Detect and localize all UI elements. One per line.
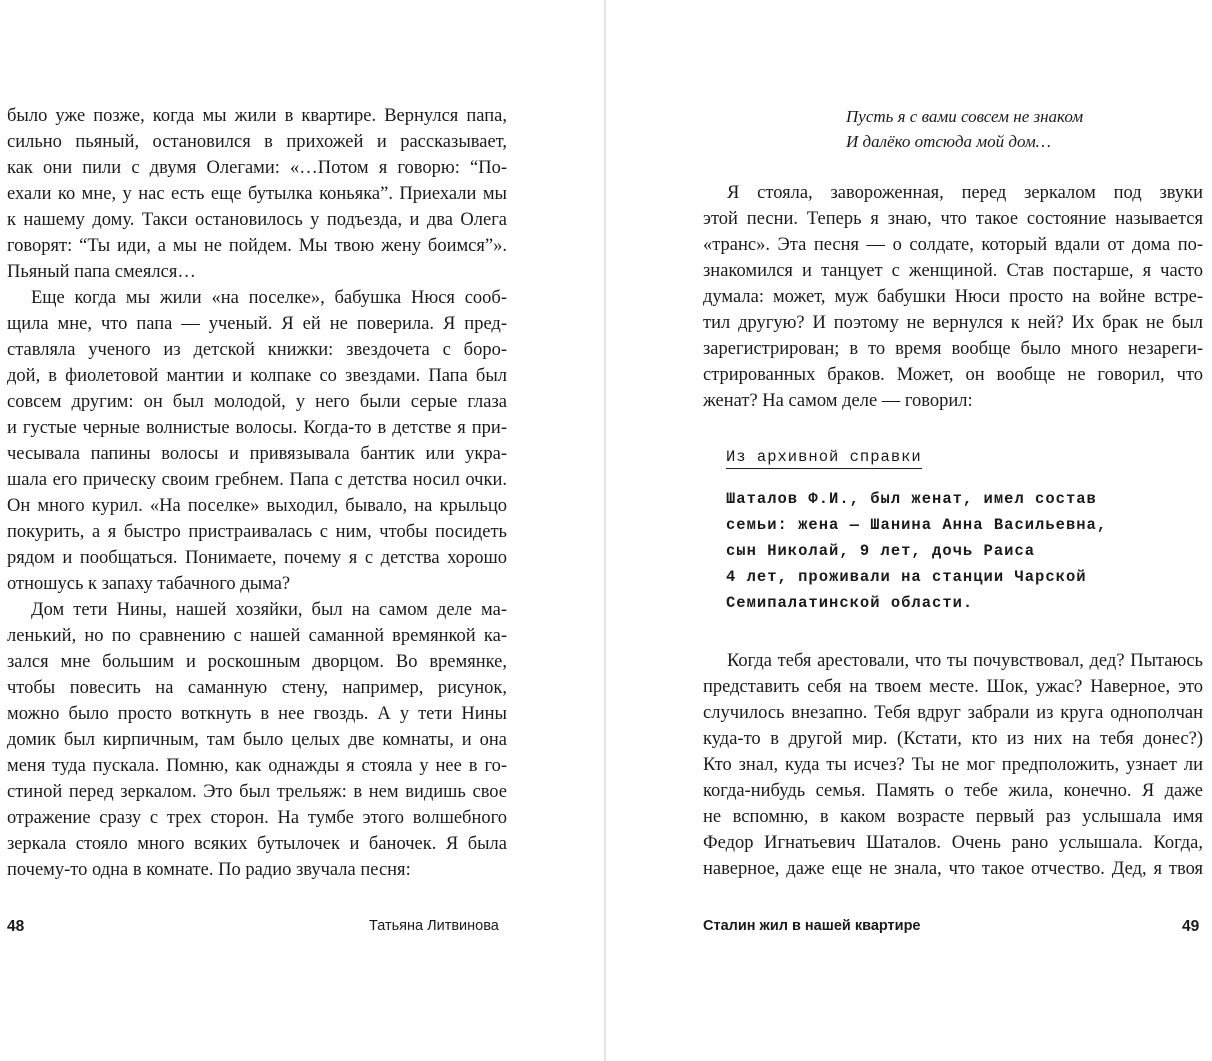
text-line: «транс». Эта песня — о солдате, который вдали от дома по-: [703, 235, 1203, 255]
text-line: когда-нибудь семья. Память о тебе жила, конечно. Я даже: [703, 781, 1203, 801]
left-paragraph-2: [7, 285, 507, 597]
text-line: как они пили с двумя Олегами: «…Потом я говорю: “По-: [7, 158, 507, 178]
text-line: совсем другим: он был молодой, у него были серые глаза: [7, 392, 507, 412]
text-line: к нашему дому. Такси остановилось у подъезда, и два Олега: [7, 210, 507, 230]
right-paragraph-2: [703, 648, 1203, 882]
text-line: покурить, а я быстро пристраивалась с ним, чтобы посидеть: [7, 522, 507, 542]
text-line: отражение сразу с трех сторон. На тумбе этого волшебного: [7, 808, 507, 828]
text-line: почему-то одна в комнате. По радио звучала песня:: [7, 860, 411, 880]
text-line: Пьяный папа смеялся…: [7, 262, 196, 282]
archive-line: семьи: жена — Шанина Анна Васильевна,: [726, 516, 1108, 534]
archive-line: сын Николай, 9 лет, дочь Раиса: [726, 542, 1036, 560]
left-paragraph-3: [7, 597, 507, 883]
archive-body: [726, 486, 1166, 616]
page-number-right: 49: [1182, 918, 1200, 935]
text-line: чесывала папины волосы и привязывала бантик или укра-: [7, 444, 507, 464]
text-line: сильно пьяный, остановился в прихожей и рассказывает,: [7, 132, 507, 152]
text-line: зарегистрирован; в то время вообще было много незареги-: [703, 339, 1203, 359]
text-line: представить себя на твоем месте. Шок, ужас? Наверное, это: [703, 677, 1203, 697]
page-number-left: 48: [7, 918, 25, 935]
running-head-title: Сталин жил в нашей квартире: [703, 918, 921, 934]
text-line: Еще когда мы жили «на поселке», бабушка Нюся сооб-: [31, 288, 507, 308]
archive-excerpt: [726, 448, 1166, 616]
text-line: меня туда пускала. Помню, как однажды я стояла у нее в го-: [7, 756, 507, 776]
epigraph-line: И далёко отсюда мой дом…: [846, 132, 1051, 151]
text-line: Федор Игнатьевич Шаталов. Очень рано услышала. Когда,: [703, 833, 1203, 853]
song-epigraph: [846, 104, 1166, 154]
running-head-author: Татьяна Литвинова: [369, 918, 499, 934]
text-line: ставляла ученого из детской книжки: звездочета с боро-: [7, 340, 507, 360]
text-line: шала его прическу своим гребнем. Папа с детства носил очки.: [7, 470, 507, 490]
archive-title: Из архивной справки: [726, 448, 922, 469]
text-line: говорят: “Ты иди, а мы не пойдем. Мы твою жену боимся”».: [7, 236, 507, 256]
text-line: Я стояла, завороженная, перед зеркалом под звуки: [727, 183, 1203, 203]
text-line: отношусь к запаху табачного дыма?: [7, 574, 291, 594]
text-line: наверное, даже еще не знала, что такое отчество. Дед, я твоя: [703, 859, 1203, 879]
left-body-text: [7, 103, 507, 883]
right-paragraph-1-text: [703, 180, 1203, 414]
text-line: женат? На самом деле — говорил:: [703, 391, 973, 411]
archive-line: Семипалатинской области.: [726, 594, 974, 612]
text-line: и густые черные волнистые волосы. Когда-то в детстве я при-: [7, 418, 507, 438]
epigraph-line: Пусть я с вами совсем не знаком: [846, 107, 1084, 126]
right-paragraph-2-text: [703, 648, 1203, 882]
text-line: думала: может, муж бабушки Нюси просто на войне встре-: [703, 287, 1203, 307]
text-line: ленький, но по сравнению с нашей саманной времянкой ка-: [7, 626, 507, 646]
text-line: рядом и пообщаться. Понимаете, почему я с детства хорошо: [7, 548, 507, 568]
archive-line: 4 лет, проживали на станции Чарской: [726, 568, 1087, 586]
left-page: [0, 0, 604, 1061]
right-paragraph-1: [703, 180, 1203, 414]
left-paragraph-1: [7, 103, 507, 285]
right-page: [606, 0, 1212, 1061]
text-line: зеркала стояло много всяких бутылочек и баночек. Я была: [7, 834, 507, 854]
text-line: Дом тети Нины, нашей хозяйки, был на самом деле ма-: [31, 600, 507, 620]
text-line: тил другую? И поэтому не вернулся к ней? Их брак не был: [703, 313, 1203, 333]
archive-line: Шаталов Ф.И., был женат, имел состав: [726, 490, 1097, 508]
text-line: было уже позже, когда мы жили в квартире. Вернулся папа,: [7, 106, 507, 126]
text-line: Он много курил. «На поселке» выходил, бывало, на крыльцо: [7, 496, 507, 516]
text-line: стрированных браков. Может, он вообще не говорил, что: [703, 365, 1203, 385]
text-line: случилось внезапно. Тебя вдруг забрали из круга однополчан: [703, 703, 1203, 723]
text-line: ехали ко мне, у нас есть еще бутылка коньяка”. Приехали мы: [7, 184, 507, 204]
text-line: зался мне большим и роскошным дворцом. Во времянке,: [7, 652, 507, 672]
text-line: дой, в фиолетовой мантии и колпаке со звездами. Папа был: [7, 366, 507, 386]
text-line: стиной перед зеркалом. Это был трельяж: в нем видишь свое: [7, 782, 507, 802]
text-line: куда-то в другой мир. (Кстати, кто из них на тебя донес?): [703, 729, 1203, 749]
text-line: не вспомню, в каком возрасте первый раз услышала имя: [703, 807, 1203, 827]
text-line: Когда тебя арестовали, что ты почувствовал, дед? Пытаюсь: [727, 651, 1203, 671]
text-line: Кто знал, куда ты исчез? Ты не мог предположить, узнает ли: [703, 755, 1203, 775]
text-line: этой песни. Теперь я знаю, что такое состояние называется: [703, 209, 1203, 229]
text-line: можно было просто воткнуть в нее гвоздь. А у тети Нины: [7, 704, 507, 724]
text-line: знакомился и танцует с женщиной. Став постарше, я часто: [703, 261, 1203, 281]
text-line: щила мне, что папа — ученый. Я ей не поверила. Я пред-: [7, 314, 507, 334]
text-line: домик был кирпичным, там было целых две комнаты, и она: [7, 730, 507, 750]
text-line: чтобы повесить на саманную стену, например, рисунок,: [7, 678, 507, 698]
